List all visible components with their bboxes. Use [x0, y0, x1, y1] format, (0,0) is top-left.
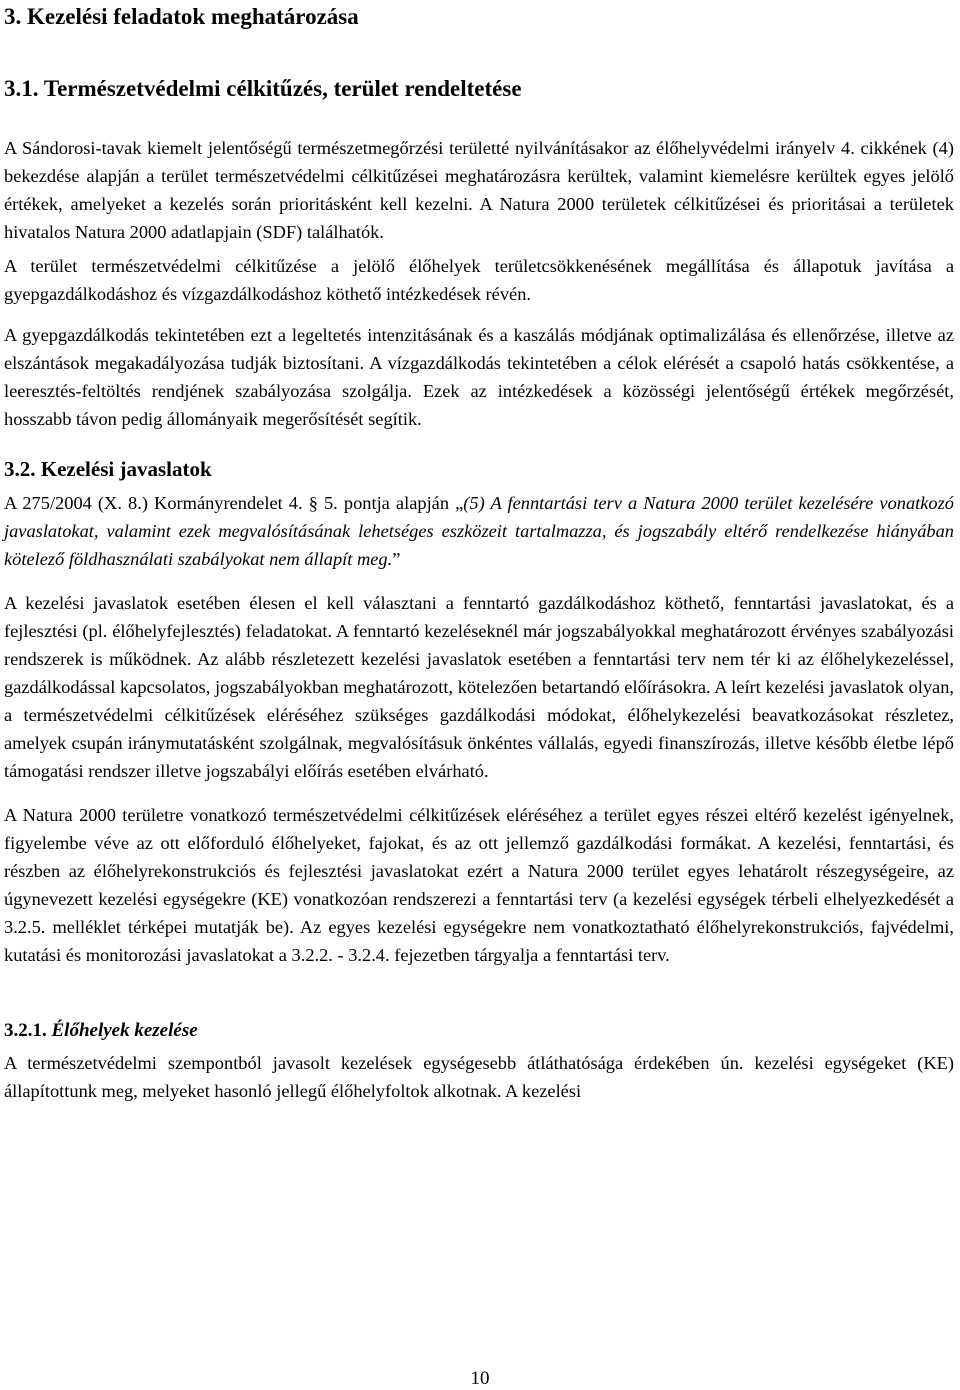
- chapter-heading: 3. Kezelési feladatok meghatározása: [4, 4, 359, 29]
- section-heading-3-2: 3.2. Kezelési javaslatok: [4, 457, 212, 481]
- document-page: [4, 0, 954, 1105]
- paragraph-grassland-water: A gyepgazdálkodás tekintetében ezt a legeltetés intenzitásának és a kaszálás módjának optimalizálása és ellenőrzése, illetve az elszántások megakadályozása tudják biztosítani. A vízgazdálkodás tekintetében a célok elérését a csapoló hatás csökkentése, a leeresztés-feltöltés rendjének szabályozása szolgálja. Ezek az intézkedések a közösségi jelentőségű értékek megőrzését, hosszabb távon pedig állományaik megerősítését segítik.: [4, 325, 954, 429]
- decree-quote-close: ”: [392, 549, 401, 569]
- paragraph-habitat-management: A természetvédelmi szempontból javasolt kezelések egységesebb átláthatósága érdekében ún. kezelési egységeket (KE) állapítottunk meg, melyeket hasonló jellegű élőhelyfoltok alkotnak. A kezelési: [4, 1053, 954, 1101]
- subsection-title: Élőhelyek kezelése: [51, 1020, 198, 1041]
- paragraph-objectives-intro: A Sándorosi-tavak kiemelt jelentőségű természetmegőrzési területté nyilvánításakor az élőhelyvédelmi irányelv 4. cikkének (4) bekezdése alapján a terület természetvédelmi célkitűzései meghatározásra kerültek, valamint kiemelésre kerültek egyes jelölő értékek, amelyeket a kezelés során prioritásként kell kezelni. A Natura 2000 területek célkitűzései és prioritásai a területek hivatalos Natura 2000 adatlapjain (SDF) találhatók.: [4, 138, 954, 242]
- paragraph-management-units: A Natura 2000 területre vonatkozó természetvédelmi célkitűzések eléréséhez a terület egyes részei eltérő kezelést igényelnek, figyelembe véve az ott előforduló élőhelyeket, fajokat, és az ott jellemző gazdálkodási formákat. A kezelési, fenntartási, és részben az élőhelyrekonstrukciós és fejlesztési javaslatokat ezért a Natura 2000 terület egyes lehatárolt részegységeire, az úgynevezett kezelési egységekre (KE) vonatkozóan rendszerezi a fenntartási terv (a kezelési egységek térbeli elhelyezkedését a 3.2.5. melléklet térképei mutatják be). Az egyes kezelési egységekre nem vonatkoztatható élőhelyrekonstrukciós, fajvédelmi, kutatási és monitorozási javaslatokat a 3.2.2. - 3.2.4. fejezetben tárgyalja a fenntartási terv.: [4, 805, 954, 965]
- paragraph-management-proposals: A kezelési javaslatok esetében élesen el kell választani a fenntartó gazdálkodáshoz köthető, fenntartási javaslatokat, és a fejlesztési (pl. élőhelyfejlesztés) feladatokat. A fenntartó kezeléseknél már jogszabályokkal meghatározott érvényes szabályozási rendszerek is működnek. Az alább részletezett kezelési javaslatok esetében a fenntartási terv nem tér ki az élőhelykezeléssel, gazdálkodással kapcsolatos, jogszabályokban meghatározott, kötelezően betartandó előírásokra. A leírt kezelési javaslatok olyan, a természetvédelmi célkitűzések eléréséhez szükséges gazdálkodási módokat, élőhelykezelési beavatkozásokat részletez, amelyek csupán iránymutatásként szolgálnak, megvalósításuk önkéntes vállalás, egyedi finanszírozás, illetve később életbe lépő támogatási rendszer illetve jogszabályi előírás esetében elvárható.: [4, 593, 954, 781]
- decree-quote: (5) A fenntartási terv a Natura 2000 terület kezelésére vonatkozó javaslatokat, valamint ezek megvalósításának lehetséges eszközeit tartalmazza, és jogszabály eltérő rendelkezése hiányában kötelező földhasználati szabályokat nem állapít meg.: [4, 493, 954, 569]
- page-number: 10: [470, 1368, 490, 1389]
- subsection-heading-3-2-1: [4, 1013, 954, 1049]
- decree-lead-text: A 275/2004 (X. 8.) Kormányrendelet 4. § 5. pontja alapján „: [4, 493, 464, 513]
- section-heading-3-1: 3.1. Természetvédelmi célkitűzés, terület rendeltetése: [4, 76, 522, 101]
- subsection-number: 3.2.1.: [4, 1020, 47, 1041]
- paragraph-government-decree: [4, 489, 954, 573]
- paragraph-conservation-goal: A terület természetvédelmi célkitűzése a jelölő élőhelyek területcsökkenésének megállítása és állapotuk javítása a gyepgazdálkodáshoz és vízgazdálkodáshoz köthető intézkedések révén.: [4, 256, 954, 304]
